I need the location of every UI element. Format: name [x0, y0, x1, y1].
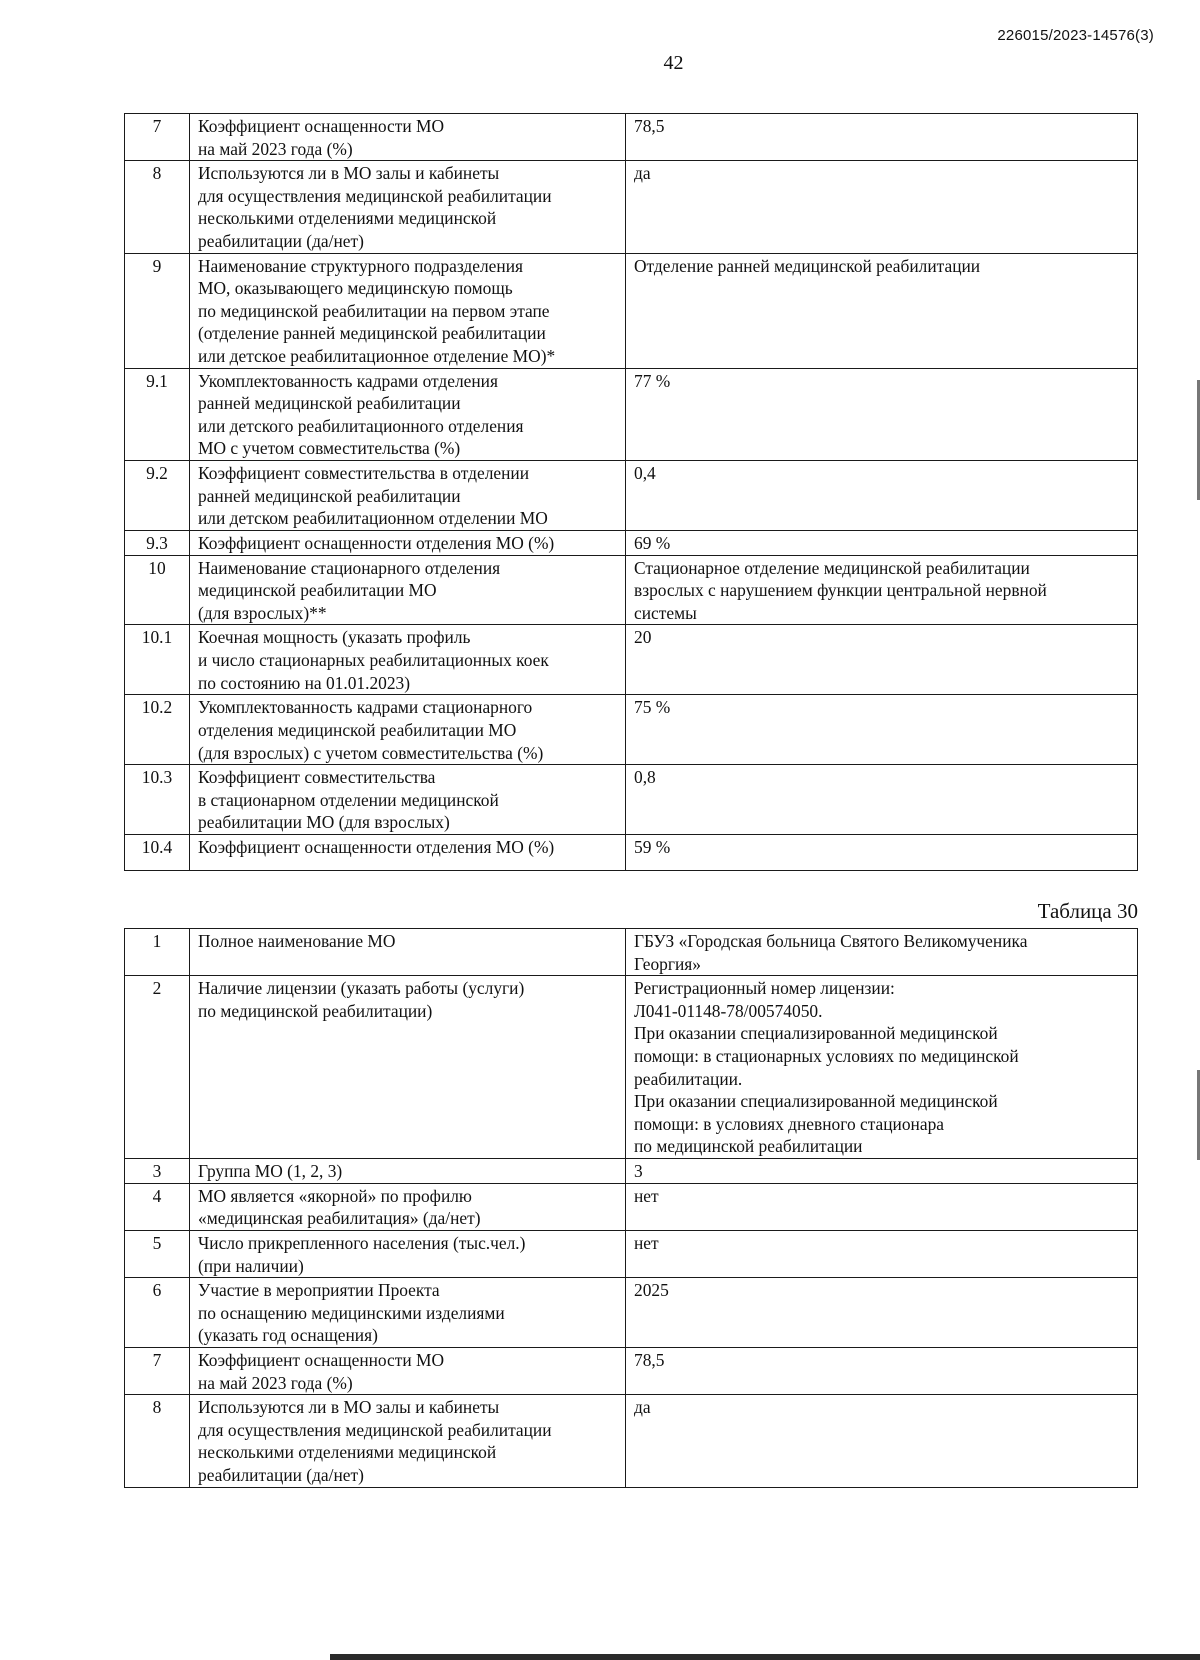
label-line: или детского реабилитационного отделения [198, 415, 524, 436]
label-line: медицинской реабилитации МО [198, 580, 437, 601]
row-label [190, 835, 626, 871]
label-line: Укомплектованность кадрами отделения [198, 370, 498, 391]
row-label [190, 695, 626, 765]
label-line: Укомплектованность кадрами стационарного [198, 697, 533, 718]
value-line: 0,8 [634, 767, 656, 788]
label-line: реабилитации (да/нет) [198, 230, 364, 251]
label-line: (для взрослых)** [198, 602, 327, 623]
value-line: Л041-01148-78/00574050. [634, 1000, 823, 1021]
label-line: (указать год оснащения) [198, 1325, 378, 1346]
value-line: нет [634, 1185, 659, 1206]
label-line: «медицинская реабилитация» (да/нет) [198, 1208, 481, 1229]
row-value [626, 1395, 1138, 1488]
value-line: взрослых с нарушением функции центральной нервной [634, 580, 1047, 601]
value-line: Георгия» [634, 953, 701, 974]
row-value [626, 976, 1138, 1159]
table-caption: Таблица 30 [1037, 899, 1138, 923]
value-line: Отделение ранней медицинской реабилитации [634, 255, 981, 276]
row-label [190, 460, 626, 530]
value-line: 3 [634, 1161, 643, 1182]
row-value [626, 555, 1138, 625]
label-line: Коэффициент оснащенности отделения МО (%) [198, 532, 555, 553]
label-line: ранней медицинской реабилитации [198, 485, 461, 506]
label-line: для осуществления медицинской реабилитации [198, 1419, 552, 1440]
value-line: 78,5 [634, 1349, 665, 1370]
row-number: 10.3 [125, 765, 190, 835]
table-row [125, 929, 1138, 976]
row-number: 6 [125, 1278, 190, 1348]
row-number: 8 [125, 161, 190, 253]
table-bottom [124, 928, 1138, 1488]
value-line: 2025 [634, 1280, 669, 1301]
row-label [190, 929, 626, 976]
label-line: Коэффициент совместительства в отделении [198, 462, 530, 483]
value-line: 78,5 [634, 116, 665, 136]
row-value [626, 530, 1138, 555]
row-number: 10.1 [125, 625, 190, 695]
row-label [190, 1159, 626, 1184]
label-line: Используются ли в МО залы и кабинеты [198, 163, 500, 184]
row-number: 9.1 [125, 368, 190, 460]
table-row [125, 161, 1138, 253]
table-row [125, 1159, 1138, 1184]
row-value [626, 1159, 1138, 1184]
row-number: 4 [125, 1183, 190, 1230]
row-number: 7 [125, 1347, 190, 1394]
label-line: или детское реабилитационное отделение МО)* [198, 345, 556, 366]
row-value [626, 114, 1138, 161]
label-line: или детском реабилитационном отделении МО [198, 508, 548, 529]
row-label [190, 1395, 626, 1488]
value-line: 69 % [634, 532, 671, 553]
row-value [626, 1230, 1138, 1277]
label-line: Коэффициент оснащенности МО [198, 1349, 445, 1370]
table-row [125, 1395, 1138, 1488]
row-value [626, 1347, 1138, 1394]
label-line: для осуществления медицинской реабилитации [198, 185, 552, 206]
row-number: 3 [125, 1159, 190, 1184]
label-line: по медицинской реабилитации на первом этапе [198, 300, 550, 321]
row-number: 10.4 [125, 835, 190, 871]
value-line: ГБУЗ «Городская больница Святого Великомученика [634, 931, 1028, 951]
value-line: 77 % [634, 370, 671, 391]
label-line: реабилитации (да/нет) [198, 1464, 364, 1485]
table-row [125, 253, 1138, 368]
table-row [125, 765, 1138, 835]
row-number: 5 [125, 1230, 190, 1277]
value-line: системы [634, 602, 697, 623]
row-value [626, 253, 1138, 368]
label-line: Коечная мощность (указать профиль [198, 627, 471, 648]
label-line: реабилитации МО (для взрослых) [198, 812, 450, 833]
label-line: МО является «якорной» по профилю [198, 1185, 472, 1206]
value-line: 59 % [634, 837, 671, 858]
row-label [190, 625, 626, 695]
table-row [125, 1230, 1138, 1277]
row-label [190, 1278, 626, 1348]
scan-bottom-edge [330, 1654, 1200, 1660]
label-line: Наименование структурного подразделения [198, 255, 524, 276]
row-number: 8 [125, 1395, 190, 1488]
value-line: 75 % [634, 697, 671, 718]
label-line: МО, оказывающего медицинскую помощь [198, 278, 513, 299]
label-line: МО с учетом совместительства (%) [198, 438, 461, 459]
value-line: Стационарное отделение медицинской реабилитации [634, 557, 1030, 578]
label-line: отделения медицинской реабилитации МО [198, 720, 517, 741]
table-row [125, 625, 1138, 695]
table-row [125, 368, 1138, 460]
table-row [125, 530, 1138, 555]
row-label [190, 253, 626, 368]
row-label [190, 1347, 626, 1394]
table-row [125, 976, 1138, 1159]
row-value [626, 625, 1138, 695]
row-number: 9 [125, 253, 190, 368]
table-row [125, 460, 1138, 530]
row-label [190, 765, 626, 835]
value-line: Регистрационный номер лицензии: [634, 978, 895, 999]
row-label [190, 976, 626, 1159]
table-row [125, 114, 1138, 161]
label-line: (для взрослых) с учетом совместительства (%) [198, 742, 544, 763]
value-line: 20 [634, 627, 652, 648]
row-number: 9.3 [125, 530, 190, 555]
label-line: и число стационарных реабилитационных коек [198, 650, 549, 671]
table-row [125, 555, 1138, 625]
value-line: помощи: в стационарных условиях по медицинской [634, 1045, 1019, 1066]
row-label [190, 1183, 626, 1230]
label-line: Группа МО (1, 2, 3) [198, 1161, 343, 1182]
label-line: (при наличии) [198, 1255, 304, 1276]
row-number: 10 [125, 555, 190, 625]
label-line: по оснащению медицинскими изделиями [198, 1302, 505, 1323]
row-value [626, 929, 1138, 976]
table-row [125, 695, 1138, 765]
label-line: ранней медицинской реабилитации [198, 393, 461, 414]
row-number: 7 [125, 114, 190, 161]
label-line: по состоянию на 01.01.2023) [198, 672, 411, 693]
label-line: несколькими отделениями медицинской [198, 1442, 497, 1463]
row-label [190, 161, 626, 253]
label-line: на май 2023 года (%) [198, 138, 353, 159]
label-line: Число прикрепленного населения (тыс.чел.) [198, 1232, 526, 1253]
value-line: да [634, 163, 651, 184]
value-line: При оказании специализированной медицинской [634, 1023, 998, 1044]
value-line: нет [634, 1232, 659, 1253]
table-row [125, 835, 1138, 871]
table-row [125, 1278, 1138, 1348]
label-line: на май 2023 года (%) [198, 1372, 353, 1393]
label-line: Коэффициент оснащенности МО [198, 116, 445, 136]
document-id: 226015/2023-14576(3) [997, 27, 1154, 44]
label-line: несколькими отделениями медицинской [198, 208, 497, 229]
value-line: При оказании специализированной медицинской [634, 1091, 998, 1112]
label-line: Наличие лицензии (указать работы (услуги) [198, 978, 525, 999]
value-line: реабилитации. [634, 1068, 743, 1089]
row-number: 9.2 [125, 460, 190, 530]
row-value [626, 368, 1138, 460]
label-line: в стационарном отделении медицинской [198, 789, 499, 810]
label-line: Полное наименование МО [198, 931, 396, 951]
label-line: Коэффициент оснащенности отделения МО (%) [198, 837, 555, 858]
label-line: Используются ли в МО залы и кабинеты [198, 1397, 500, 1418]
row-number: 10.2 [125, 695, 190, 765]
value-line: по медицинской реабилитации [634, 1136, 863, 1157]
row-value [626, 460, 1138, 530]
page-number: 42 [663, 52, 684, 74]
label-line: (отделение ранней медицинской реабилитации [198, 323, 546, 344]
table-top [124, 113, 1138, 871]
row-label [190, 1230, 626, 1277]
row-value [626, 765, 1138, 835]
row-value [626, 1278, 1138, 1348]
row-number: 2 [125, 976, 190, 1159]
table-row [125, 1183, 1138, 1230]
row-value [626, 1183, 1138, 1230]
label-line: Участие в мероприятии Проекта [198, 1280, 440, 1301]
row-value [626, 835, 1138, 871]
row-value [626, 161, 1138, 253]
label-line: по медицинской реабилитации) [198, 1000, 433, 1021]
row-label [190, 368, 626, 460]
value-line: да [634, 1397, 651, 1418]
row-label [190, 114, 626, 161]
value-line: помощи: в условиях дневного стационара [634, 1113, 944, 1134]
row-label [190, 555, 626, 625]
row-number: 1 [125, 929, 190, 976]
label-line: Коэффициент совместительства [198, 767, 436, 788]
table-row [125, 1347, 1138, 1394]
row-label [190, 530, 626, 555]
row-value [626, 695, 1138, 765]
value-line: 0,4 [634, 462, 656, 483]
label-line: Наименование стационарного отделения [198, 557, 501, 578]
